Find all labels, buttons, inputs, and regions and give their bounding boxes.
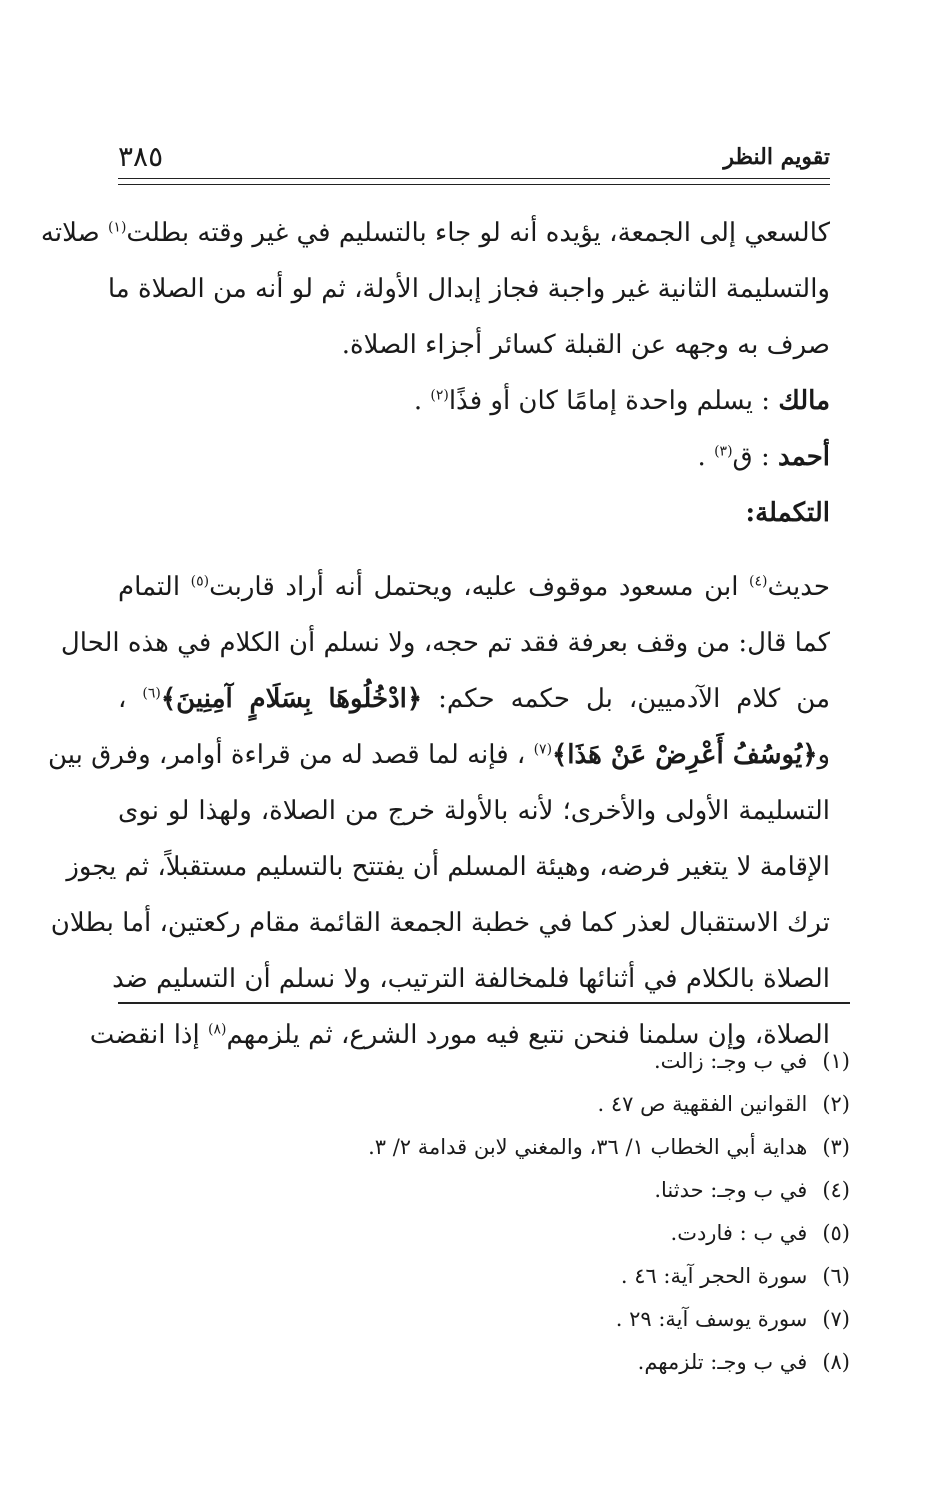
text-line: صرف به وجهه عن القبلة كسائر أجزاء الصلاة.	[341, 330, 830, 360]
opinion-ahmad: أحمد : ق$^{(٣)}$ .	[697, 442, 830, 472]
opinion-malik: مالك : يسلم واحدة إمامًا كان أو فذًا$^{(٢)}$ .	[413, 386, 830, 416]
header-rule	[118, 178, 830, 185]
text-line: ترك الاستقبال لعذر كما في خطبة الجمعة القائمة مقام ركعتين، أما بطلان	[50, 908, 830, 938]
footnote-ref: (٣)	[714, 443, 733, 460]
text-line: من كلام الآدميين، بل حكمه حكم: ﴿ادْخُلُوهَا بِسَلَامٍ آمِنِينَ﴾$^{(٦)}$ ،	[118, 684, 831, 714]
running-title: تقويم النظر	[723, 144, 830, 170]
text-line: حديث$^{(٤)}$ ابن مسعود موقوف عليه، ويحتمل أنه أراد قاربت$^{(٥)}$ التمام	[118, 572, 830, 602]
page-number: ٣٨٥	[118, 140, 164, 173]
main-text	[40, 205, 831, 1063]
text-line: التسليمة الأولى والأخرى؛ لأنه بالأولة خرج من الصلاة، ولهذا لو نوى	[118, 796, 830, 826]
footnote: (٥) في ب : فاردت.	[670, 1221, 850, 1245]
quran-quote: ﴿يُوسُفُ أَعْرِضْ عَنْ هَذَا﴾	[552, 740, 818, 770]
footnote-ref: (٤)	[749, 573, 768, 590]
quran-quote: ﴿ادْخُلُوهَا بِسَلَامٍ آمِنِينَ﴾	[160, 684, 423, 714]
footnote-rule	[118, 1002, 850, 1004]
footnote-ref: (٢)	[430, 387, 449, 404]
footnote-ref: (١)	[107, 219, 127, 236]
text-line: و﴿يُوسُفُ أَعْرِضْ عَنْ هَذَا﴾$^{(٧)}$ ، فإنه لما قصد له من قراءة أوامر، وفرق بين	[48, 740, 830, 770]
footnote: (٣) هداية أبي الخطاب ١/ ٣٦، والمغني لابن قدامة ٢/ ٣.	[368, 1135, 850, 1159]
page-header	[118, 140, 830, 176]
footnote: (٧) سورة يوسف آية: ٢٩ .	[615, 1307, 850, 1331]
footnote: (٤) في ب وجـ: حدثنا.	[654, 1178, 850, 1202]
footnote-ref: (٨)	[208, 1021, 227, 1038]
footnote: (١) في ب وجـ: زالت.	[653, 1049, 850, 1073]
section-heading: التكملة:	[745, 498, 830, 528]
text-line: كالسعي إلى الجمعة، يؤيده أنه لو جاء بالتسليم في غير وقته بطلت$^{(١)}$ صلاته	[40, 218, 830, 248]
scholar-name: أحمد	[778, 442, 830, 472]
text-line: الصلاة، وإن سلمنا فنحن نتبع فيه مورد الشرع، ثم يلزمهم$^{(٨)}$ إذا انقضت	[89, 1020, 830, 1050]
text-line: كما قال: من وقف بعرفة فقد تم حجه، ولا نسلم أن الكلام في هذه الحال	[60, 628, 830, 658]
text-line: والتسليمة الثانية غير واجبة فجاز إبدال الأولة، ثم لو أنه من الصلاة ما	[107, 274, 830, 304]
footnote: (٦) سورة الحجر آية: ٤٦ .	[620, 1264, 850, 1288]
footnote-ref: (٦)	[142, 685, 161, 702]
footnotes	[250, 1040, 850, 1384]
scholar-name: مالك	[778, 386, 830, 416]
footnote-ref: (٧)	[533, 741, 553, 758]
text-line: الإقامة لا يتغير فرضه، وهيئة المسلم أن يفتتح بالتسليم مستقبلاً، ثم يجوز	[66, 852, 830, 882]
footnote: (٢) القوانين الفقهية ص ٤٧ .	[597, 1092, 850, 1116]
footnote: (٨) في ب وجـ: تلزمهم.	[637, 1350, 850, 1374]
footnote-ref: (٥)	[190, 573, 210, 590]
text-line: الصلاة بالكلام في أثنائها فلمخالفة الترتيب، ولا نسلم أن التسليم ضد	[112, 964, 830, 994]
